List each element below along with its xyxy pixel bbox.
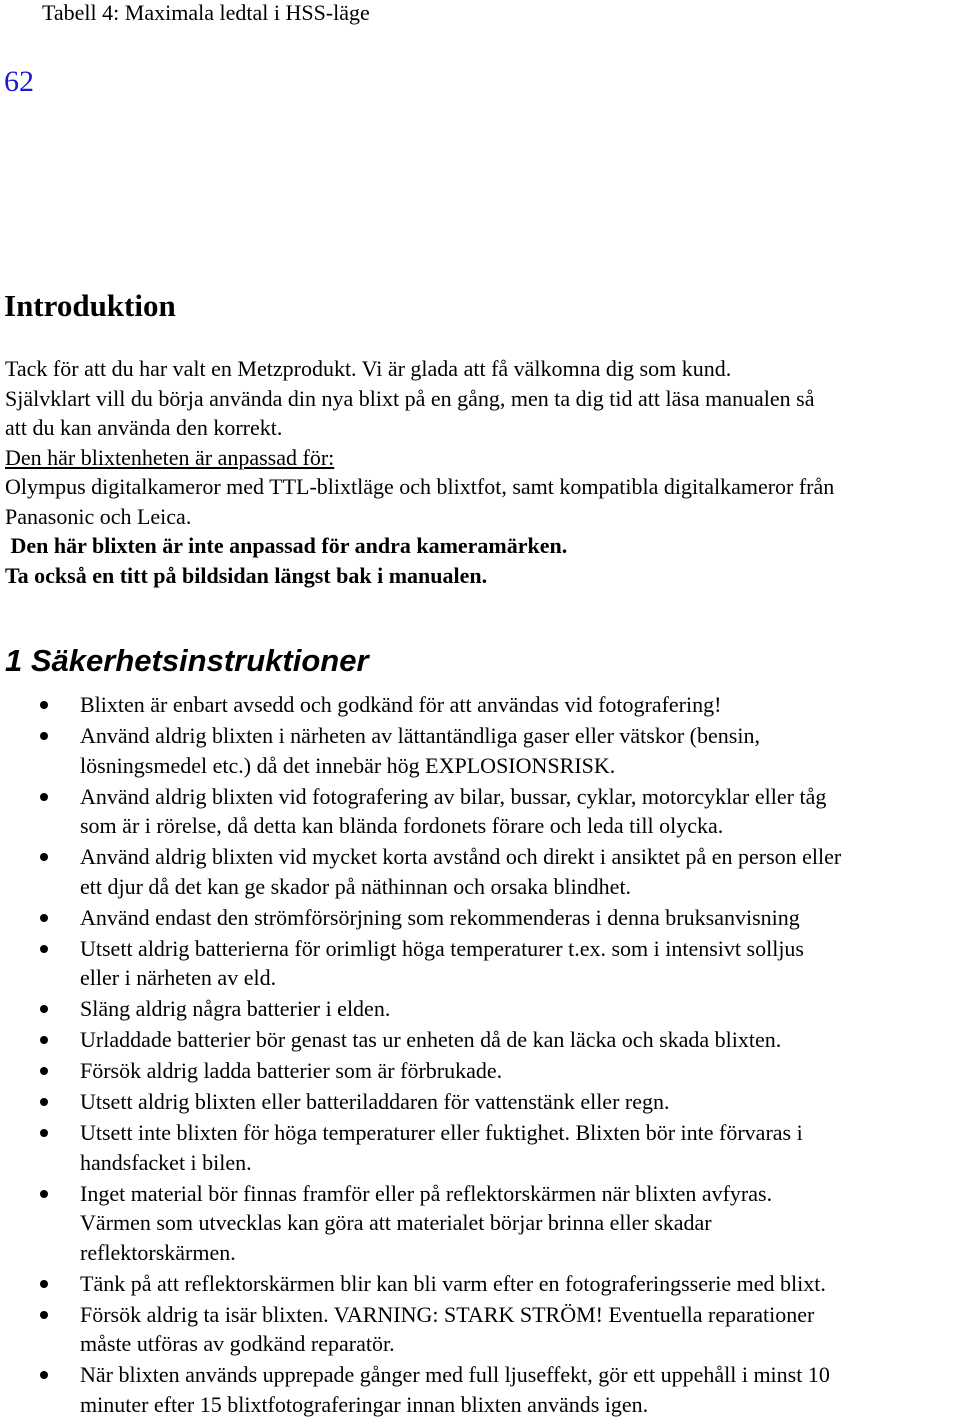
bullet-icon xyxy=(40,1067,48,1075)
safety-item xyxy=(0,1360,960,1419)
intro-line: Självklart vill du börja använda din nya blixt på en gång, men ta dig tid att läsa manualen så xyxy=(5,385,815,411)
safety-item-text: Utsett aldrig batterierna för orimligt höga temperaturer t.ex. som i intensivt solljus eller i närheten av eld. xyxy=(80,935,804,990)
bullet-icon xyxy=(40,853,48,861)
suitable-line: Panasonic och Leica. xyxy=(5,503,192,529)
safety-item-text: Släng aldrig några batterier i elden. xyxy=(80,996,391,1021)
bullet-icon xyxy=(40,1280,48,1288)
safety-item xyxy=(0,1087,960,1117)
bullet-icon xyxy=(40,1036,48,1044)
safety-item xyxy=(0,782,960,841)
safety-item-text: Försök aldrig ta isär blixten. VARNING: STARK STRÖM! Eventuella reparationer måste utföras av godkänd reparatör. xyxy=(80,1301,815,1356)
page-number: 62 xyxy=(4,65,34,98)
safety-item xyxy=(0,1056,960,1086)
safety-item xyxy=(0,903,960,933)
safety-item-text: Blixten är enbart avsedd och godkänd för att användas vid fotografering! xyxy=(80,692,722,717)
intro-line: att du kan använda den korrekt. xyxy=(5,415,283,440)
bullet-icon xyxy=(40,1190,48,1198)
safety-item-text: När blixten används upprepade gånger med full ljuseffekt, gör ett uppehåll i minst 10 minuter efter 15 blixtfotograferingar innan blixten används igen. xyxy=(80,1362,830,1417)
safety-item xyxy=(0,994,960,1024)
intro-line: Tack för att du har valt en Metzprodukt. Vi är glada att få välkomna dig som kund. xyxy=(5,356,732,381)
safety-list xyxy=(0,690,960,1421)
bullet-icon xyxy=(40,701,48,709)
bullet-icon xyxy=(40,1311,48,1319)
safety-item xyxy=(0,934,960,993)
safety-item-text: Inget material bör finnas framför eller på reflektorskärmen när blixten avfyras. Värmen som utvecklas kan göra att materialet börjar brinna eller skadar reflektorskärmen. xyxy=(80,1180,773,1265)
bullet-icon xyxy=(40,1371,48,1379)
safety-item-text: Utsett aldrig blixten eller batteriladdaren för vattenstänk eller regn. xyxy=(80,1089,670,1114)
safety-item-text: Utsett inte blixten för höga temperaturer eller fuktighet. Blixten bör inte förvaras i handsfacket i bilen. xyxy=(80,1120,803,1175)
bold-note: Den här blixten är inte anpassad för andra kameramärken. xyxy=(5,533,568,558)
bullet-icon xyxy=(40,914,48,922)
bullet-icon xyxy=(40,1098,48,1106)
bullet-icon xyxy=(40,1005,48,1013)
table-caption: Tabell 4: Maximala ledtal i HSS-läge xyxy=(42,0,370,25)
safety-item-text: Använd aldrig blixten i närheten av lättantändliga gaser eller vätskor (bensin, lösningsmedel etc.) då det innebär hög EXPLOSIONSRISK. xyxy=(80,723,760,778)
safety-item xyxy=(0,1118,960,1177)
safety-item-text: Använd aldrig blixten vid fotografering av bilar, bussar, cyklar, motorcyklar eller tåg som är i rörelse, då detta kan blända fordonets förare och leda till olycka. xyxy=(80,783,827,838)
safety-heading: 1 Säkerhetsinstruktioner xyxy=(5,643,369,678)
safety-item xyxy=(0,1179,960,1268)
safety-item-text: Använd aldrig blixten vid mycket korta avstånd och direkt i ansiktet på en person eller ett djur då det kan ge skador på näthinnan och orsaka blindhet. xyxy=(80,844,842,899)
safety-item-text: Använd endast den strömförsörjning som rekommenderas i denna bruksanvisning xyxy=(80,904,800,930)
safety-item-text: Tänk på att reflektorskärmen blir kan bli varm efter en fotograferingsserie med blixt. xyxy=(80,1270,826,1296)
introduction-body xyxy=(5,354,960,590)
bullet-icon xyxy=(40,1129,48,1137)
introduction-heading: Introduktion xyxy=(4,288,176,323)
safety-item xyxy=(0,842,960,901)
safety-item xyxy=(0,690,960,720)
bullet-icon xyxy=(40,793,48,801)
safety-item-text: Urladdade batterier bör genast tas ur enheten då de kan läcka och skada blixten. xyxy=(80,1027,782,1052)
bullet-icon xyxy=(40,945,48,953)
suitable-heading: Den här blixtenheten är anpassad för: xyxy=(5,444,335,470)
safety-item xyxy=(0,1269,960,1299)
bullet-icon xyxy=(40,732,48,740)
safety-item-text: Försök aldrig ladda batterier som är förbrukade. xyxy=(80,1058,503,1083)
safety-item xyxy=(0,1300,960,1359)
safety-item xyxy=(0,721,960,780)
bold-note: Ta också en titt på bildsidan längst bak i manualen. xyxy=(5,562,488,588)
safety-item xyxy=(0,1025,960,1055)
suitable-line: Olympus digitalkameror med TTL-blixtläge och blixtfot, samt kompatibla digitalkameror från xyxy=(5,474,835,499)
